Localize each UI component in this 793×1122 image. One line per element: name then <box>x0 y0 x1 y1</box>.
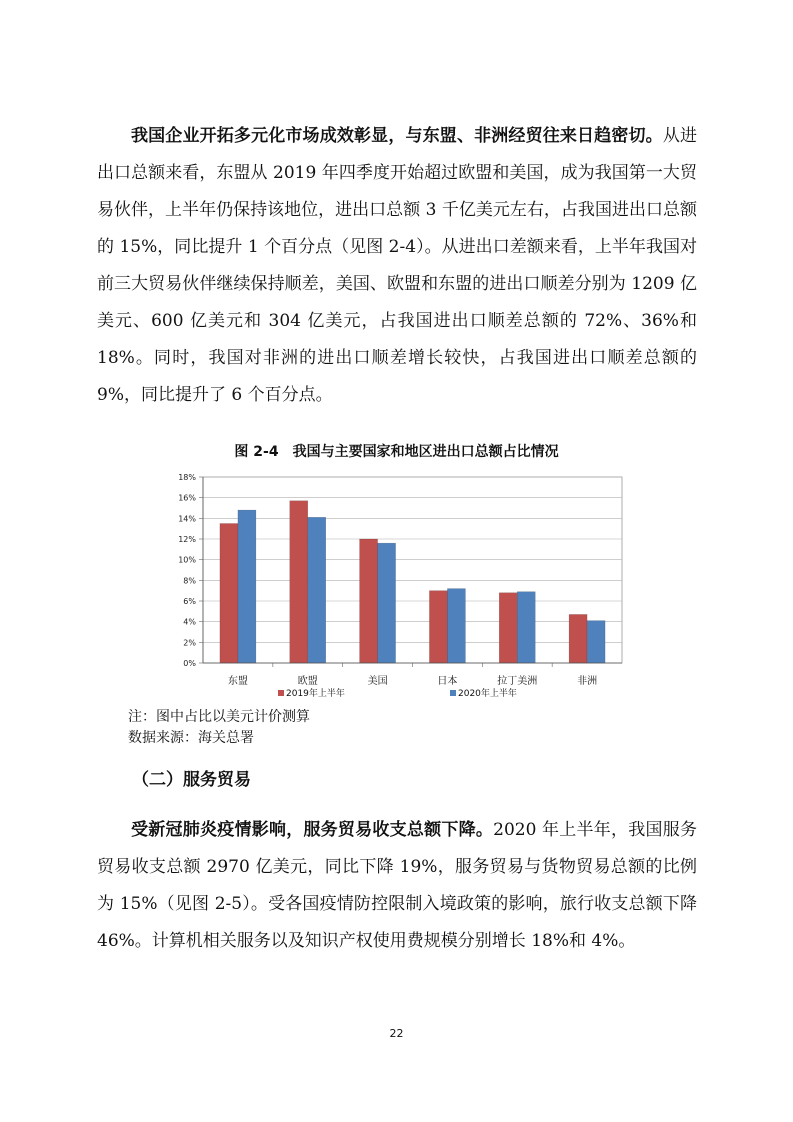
legend-label: 2019年上半年 <box>286 689 345 699</box>
x-tick-label: 非洲 <box>577 676 598 687</box>
y-tick-label: 16% <box>178 493 196 503</box>
paragraph-lead: 受新冠肺炎疫情影响，服务贸易收支总额下降。 <box>131 820 494 840</box>
paragraph-services-trade <box>97 812 697 960</box>
bar-2020h1 <box>238 510 256 663</box>
legend-label: 2020年上半年 <box>458 689 517 699</box>
bar-2019h1 <box>290 501 308 663</box>
y-tick-label: 2% <box>183 638 196 648</box>
y-tick-label: 6% <box>183 597 196 606</box>
paragraph-asean-africa <box>97 118 697 414</box>
x-tick-label: 东盟 <box>227 676 248 687</box>
bar-chart <box>160 465 640 705</box>
bar-2019h1 <box>499 593 517 663</box>
y-tick-label: 12% <box>178 535 196 544</box>
y-tick-label: 18% <box>178 473 196 482</box>
y-tick-label: 4% <box>183 617 196 627</box>
bar-2020h1 <box>378 543 396 663</box>
page-number: 22 <box>389 1027 404 1040</box>
bar-2019h1 <box>220 524 238 664</box>
paragraph-lead: 我国企业开拓多元化市场成效彰显，与东盟、非洲经贸往来日趋密切。 <box>131 126 663 146</box>
data-source: 数据来源：海关总署 <box>128 730 254 746</box>
x-tick-label: 日本 <box>437 676 458 687</box>
chart-note: 注：图中占比以美元计价测算 <box>128 709 310 725</box>
paragraph-body: 从进出口总额来看，东盟从 2019 年四季度开始超过欧盟和美国，成为我国第一大贸易伙伴，上半年仍保持该地位，进出口总额 3 千亿美元左右，占我国进出口总额的 15%，同比提升 1 个百分点（见图 2-4）。从进出口差额来看，上半年我国对前三大贸易伙伴继续保持顺差，美国、欧盟和东盟的进出口顺差分别为 1209 亿美元、600 亿美元和 304 亿美元，占我国进出口顺差总额的 72%、36%和 18%。同时，我国对非洲的进出口顺差增长较快，占我国进出口顺差总额的 9%，同比提升了 6 个百分点。 <box>97 126 697 405</box>
bar-2020h1 <box>587 621 605 663</box>
figure-caption: 图 2-4 我国与主要国家和地区进出口总额占比情况 <box>234 444 559 460</box>
x-tick-label: 欧盟 <box>297 676 318 687</box>
bar-2020h1 <box>447 589 465 663</box>
paragraph-body: 2020 年上半年，我国服务贸易收支总额 2970 亿美元，同比下降 19%，服务贸易与货物贸易总额的比例为 15%（见图 2-5）。受各国疫情防控限制入境政策的影响，旅行收支总额下降 46%。计算机相关服务以及知识产权使用费规模分别增长 18%和 4%。 <box>97 820 698 951</box>
bar-2020h1 <box>517 592 535 663</box>
bar-2019h1 <box>429 591 447 663</box>
y-tick-label: 14% <box>178 514 196 524</box>
section-heading: （二）服务贸易 <box>132 770 251 790</box>
bar-2020h1 <box>308 517 326 663</box>
y-tick-label: 0% <box>183 659 196 668</box>
bar-2019h1 <box>360 539 378 663</box>
x-tick-label: 拉丁美洲 <box>497 676 538 687</box>
legend-swatch <box>450 690 456 696</box>
bar-2019h1 <box>569 614 587 663</box>
legend-swatch <box>278 690 284 696</box>
plot-area <box>203 477 622 663</box>
y-tick-label: 10% <box>178 555 196 565</box>
y-tick-label: 8% <box>183 576 196 586</box>
x-tick-label: 美国 <box>367 676 388 687</box>
